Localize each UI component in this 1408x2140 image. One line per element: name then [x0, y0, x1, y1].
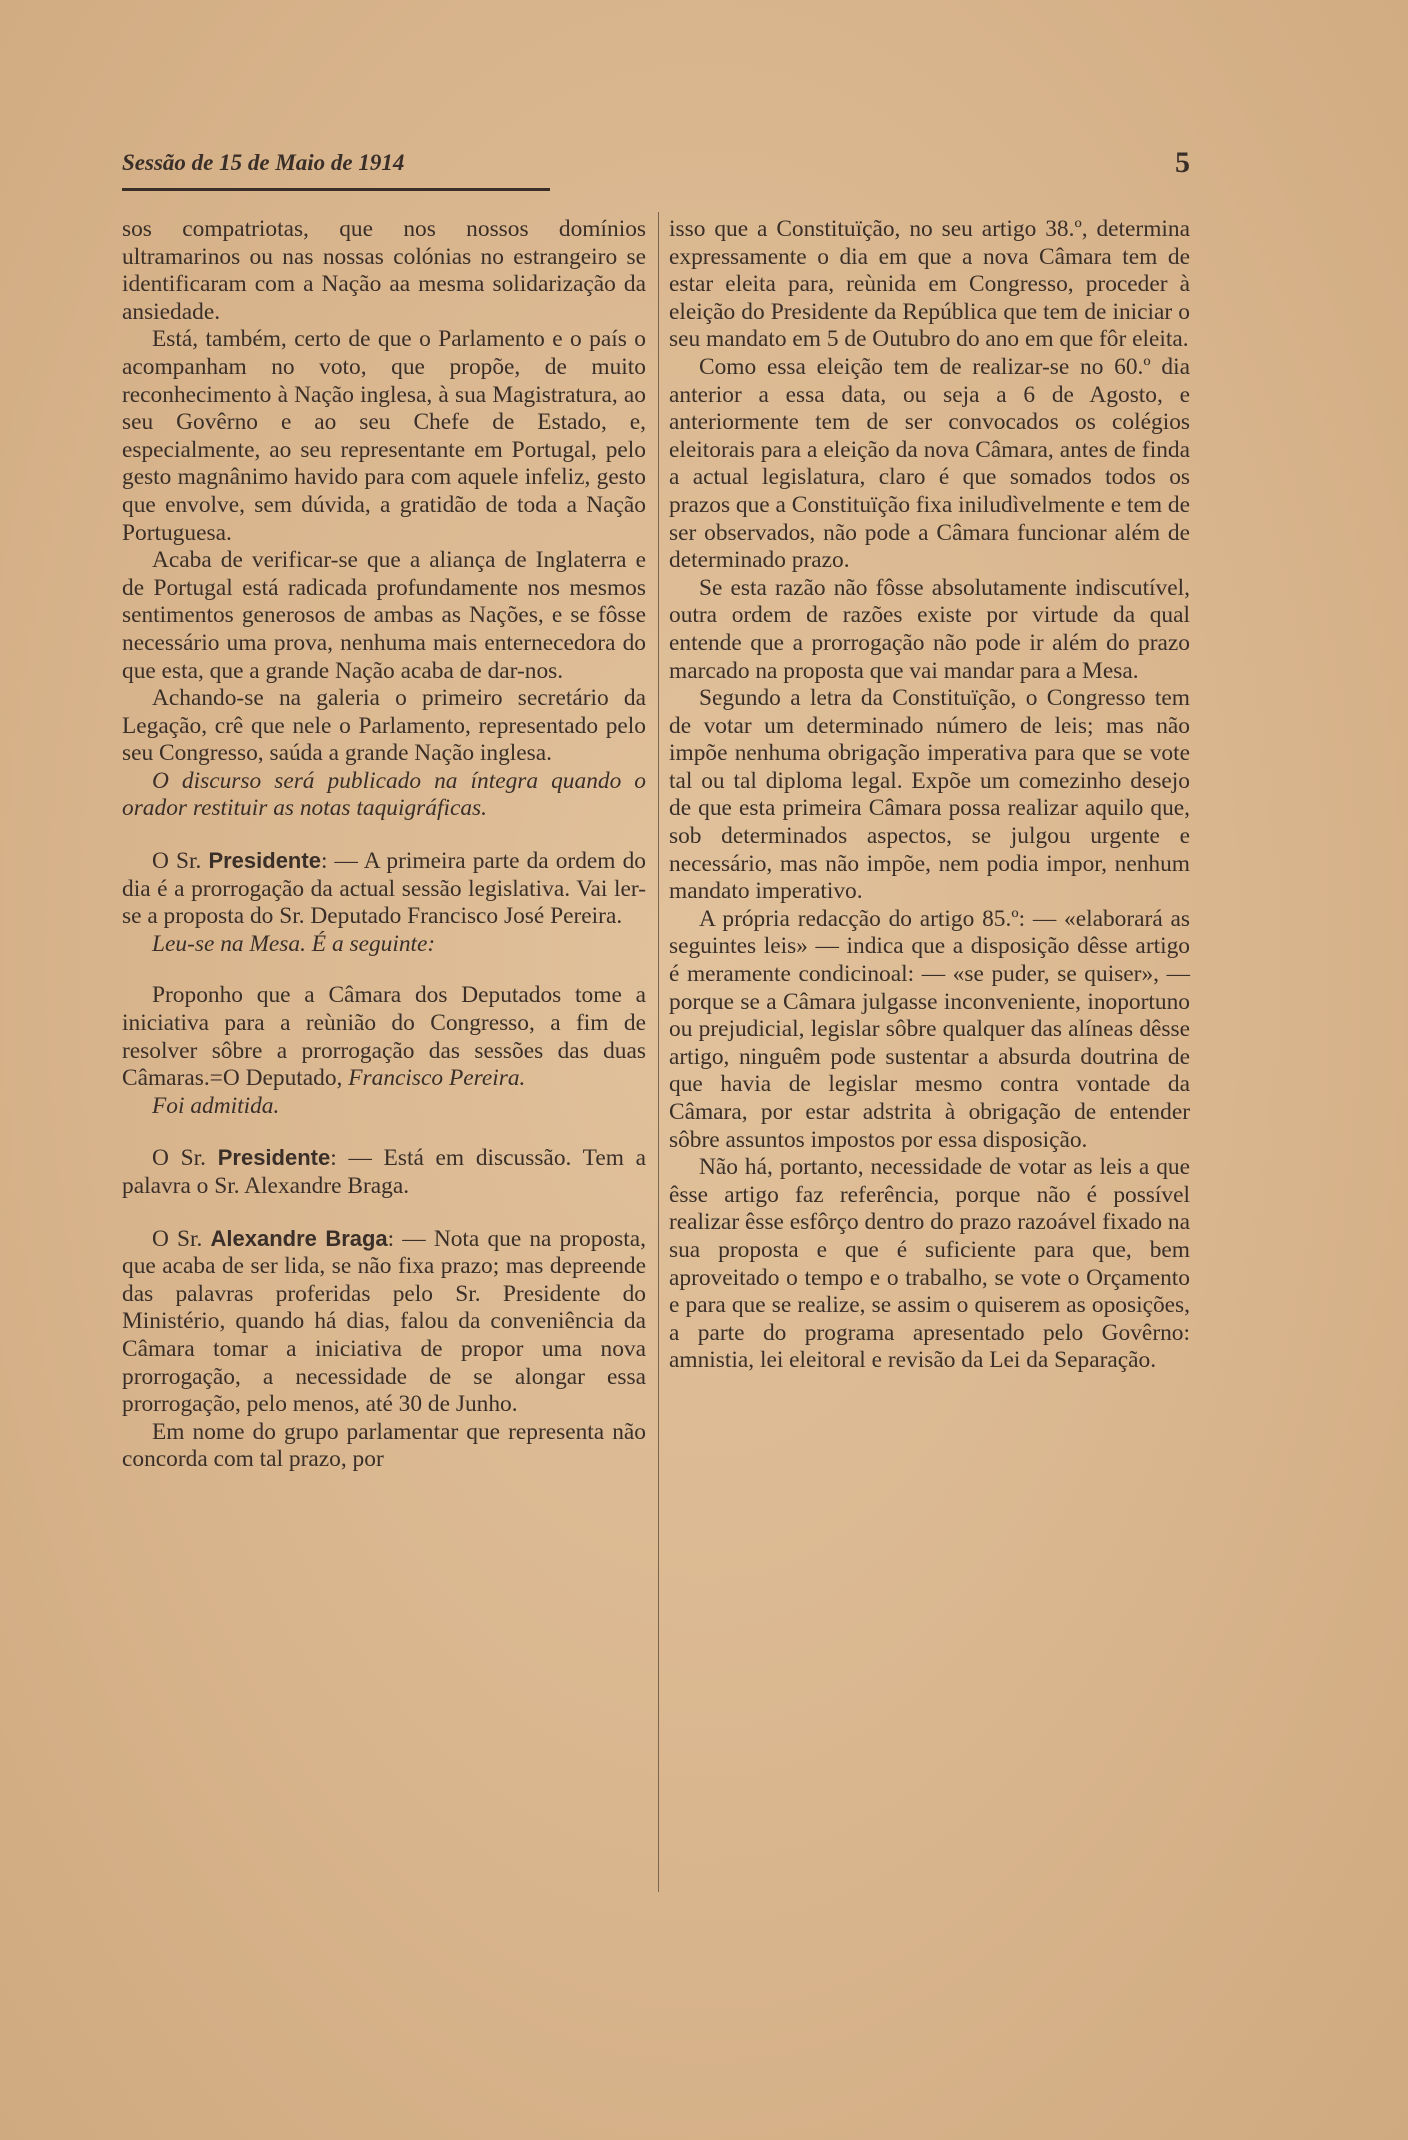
- header-rule: [122, 188, 550, 191]
- editorial-note: Foi admitida.: [152, 1092, 280, 1119]
- proposal-body: Proponho que a Câmara dos Deputados tome a iniciativa para a reùnião do Congresso, a fim de resolver sôbre a prorrogação das sessões das duas Câmaras.=O Deputado,: [122, 982, 646, 1092]
- paragraph: Não há, portanto, necessidade de votar as leis a que êsse artigo faz referência, porque não é possível realizar êsse esfôrço dentro do prazo razoável fixado na sua proposta e que é suficiente para que, bem aproveitado o tempo e o trabalho, se vote o Orçamento e para que se realize, se assim o quiserem as oposições, a parte do programa apresentado pelo Govêrno: amnistia, lei eleitoral e revisão da Lei da Separação.: [669, 1154, 1190, 1374]
- speaker-name: Alexandre Braga: [210, 1225, 388, 1251]
- speaker-name: Presidente: [208, 848, 321, 874]
- page-header: [122, 146, 1190, 190]
- paragraph: Se esta razão não fôsse absolutamente indiscutível, outra ordem de razões existe por virtude da qual entende que a prorrogação não pode ir além do prazo marcado na proposta que vai mandar para a Mesa.: [669, 574, 1190, 684]
- session-title: Sessão de 15 de Maio de 1914: [122, 150, 405, 175]
- speech-prefix: O Sr.: [152, 1225, 203, 1252]
- speech-text: : — Está em discussão. Tem a palavra o Sr. Alexandre Braga.: [122, 1145, 646, 1199]
- column-divider: [658, 212, 659, 1892]
- paragraph: Achando-se na galeria o primeiro secretário da Legação, crê que nele o Parlamento, representado pelo seu Congresso, saúda a grande Nação inglesa.: [122, 685, 646, 767]
- speech-text: : — Nota que na proposta, que acaba de ser lida, se não fixa prazo; mas depreende das palavras proferidas pelo Sr. Presidente do Ministério, quando há dias, falou da conveniência da Câmara tomar a iniciativa de propor uma nova prorrogação, a necessidade de se alongar essa prorrogação, pelo menos, até 30 de Junho.: [122, 1225, 646, 1418]
- left-column: [122, 216, 646, 1474]
- right-column: [669, 216, 1190, 1375]
- paragraph: Segundo a letra da Constituïção, o Congresso tem de votar um determinado número de leis; mas não impõe nenhuma obrigação imperativa para que se vote tal ou tal diploma legal. Expõe um comezinho desejo de que esta primeira Câmara possa realizar aquilo que, sob determinados aspectos, se julgou urgente e necessário, mas não impõe, nem podia impor, nenhum mandato imperativo.: [669, 685, 1190, 905]
- editorial-note: O discurso será publicado na íntegra quando o orador restituir as notas taquigráficas.: [122, 767, 646, 822]
- paragraph: isso que a Constituïção, no seu artigo 38.º, determina expressamente o dia em que a nova Câmara tem de estar eleita para, reùnida em Congresso, proceder à eleição do Presidente da República que tem de iniciar o seu mandato em 5 de Outubro do ano em que fôr eleita.: [669, 216, 1190, 353]
- speech-presidente: [122, 1144, 646, 1200]
- speech-prefix: O Sr.: [152, 1145, 206, 1172]
- editorial-note: Leu-se na Mesa. É a seguinte:: [152, 930, 436, 957]
- paragraph: Está, também, certo de que o Parlamento e o país o acompanham no voto, que propõe, de muito reconhecimento à Nação inglesa, à sua Magistratura, ao seu Govêrno e ao seu Chefe de Estado, e, especialmente, ao seu representante em Portugal, pelo gesto magnânimo havido para com aquele infeliz, gesto que envolve, sem dúvida, a gratidão de toda a Nação Portuguesa.: [122, 326, 646, 546]
- speech-prefix: O Sr.: [152, 848, 202, 875]
- page-number: 5: [1175, 146, 1190, 179]
- speech-alexandre-braga: [122, 1225, 646, 1419]
- proposal-text: [122, 982, 646, 1092]
- speech-presidente: [122, 847, 646, 931]
- paragraph: sos compatriotas, que nos nossos domínios ultramarinos ou nas nossas colónias no estrangeiro se identificaram com a Nação aa mesma solidarização da ansiedade.: [122, 216, 646, 325]
- speech-text: : — A primeira parte da ordem do dia é a prorrogação da actual sessão legislativa. Vai ler-se a proposta do Sr. Deputado Francisco José Pereira.: [122, 848, 646, 930]
- paragraph: Como essa eleição tem de realizar-se no 60.º dia anterior a essa data, ou seja a 6 de Agosto, e anteriormente tem de ser convocados os colégios eleitorais para a eleição da nova Câmara, antes de finda a actual legislatura, claro é que somados todos os prazos que a Constituïção fixa iniludìvelmente e tem de ser observados, não pode a Câmara funcionar além de determinado prazo.: [669, 353, 1190, 574]
- paragraph: Em nome do grupo parlamentar que representa não concorda com tal prazo, por: [122, 1418, 646, 1473]
- paragraph: Acaba de verificar-se que a aliança de Inglaterra e de Portugal está radicada profundamente nos mesmos sentimentos generosos de ambas as Nações, e se fôsse necessário uma prova, nenhuma mais enternecedora do que esta, que a grande Nação acaba de dar-nos.: [122, 547, 646, 684]
- signature: Francisco Pereira.: [348, 1065, 526, 1092]
- paragraph: A própria redacção do artigo 85.º: — «elaborará as seguintes leis» — indica que a disposição dêsse artigo é meramente condicinoal: — «se puder, se quiser», — porque se a Câmara julgasse inconveniente, inoportuno ou prejudicial, legislar sôbre qualquer das alíneas dêsse artigo, ninguêm pode sustentar a absurda doutrina de que havia de legislar mesmo contra vontade da Câmara, por estar adstrita à obrigação de entender sôbre assuntos impostos por essa disposição.: [669, 905, 1190, 1153]
- speaker-name: Presidente: [217, 1145, 331, 1171]
